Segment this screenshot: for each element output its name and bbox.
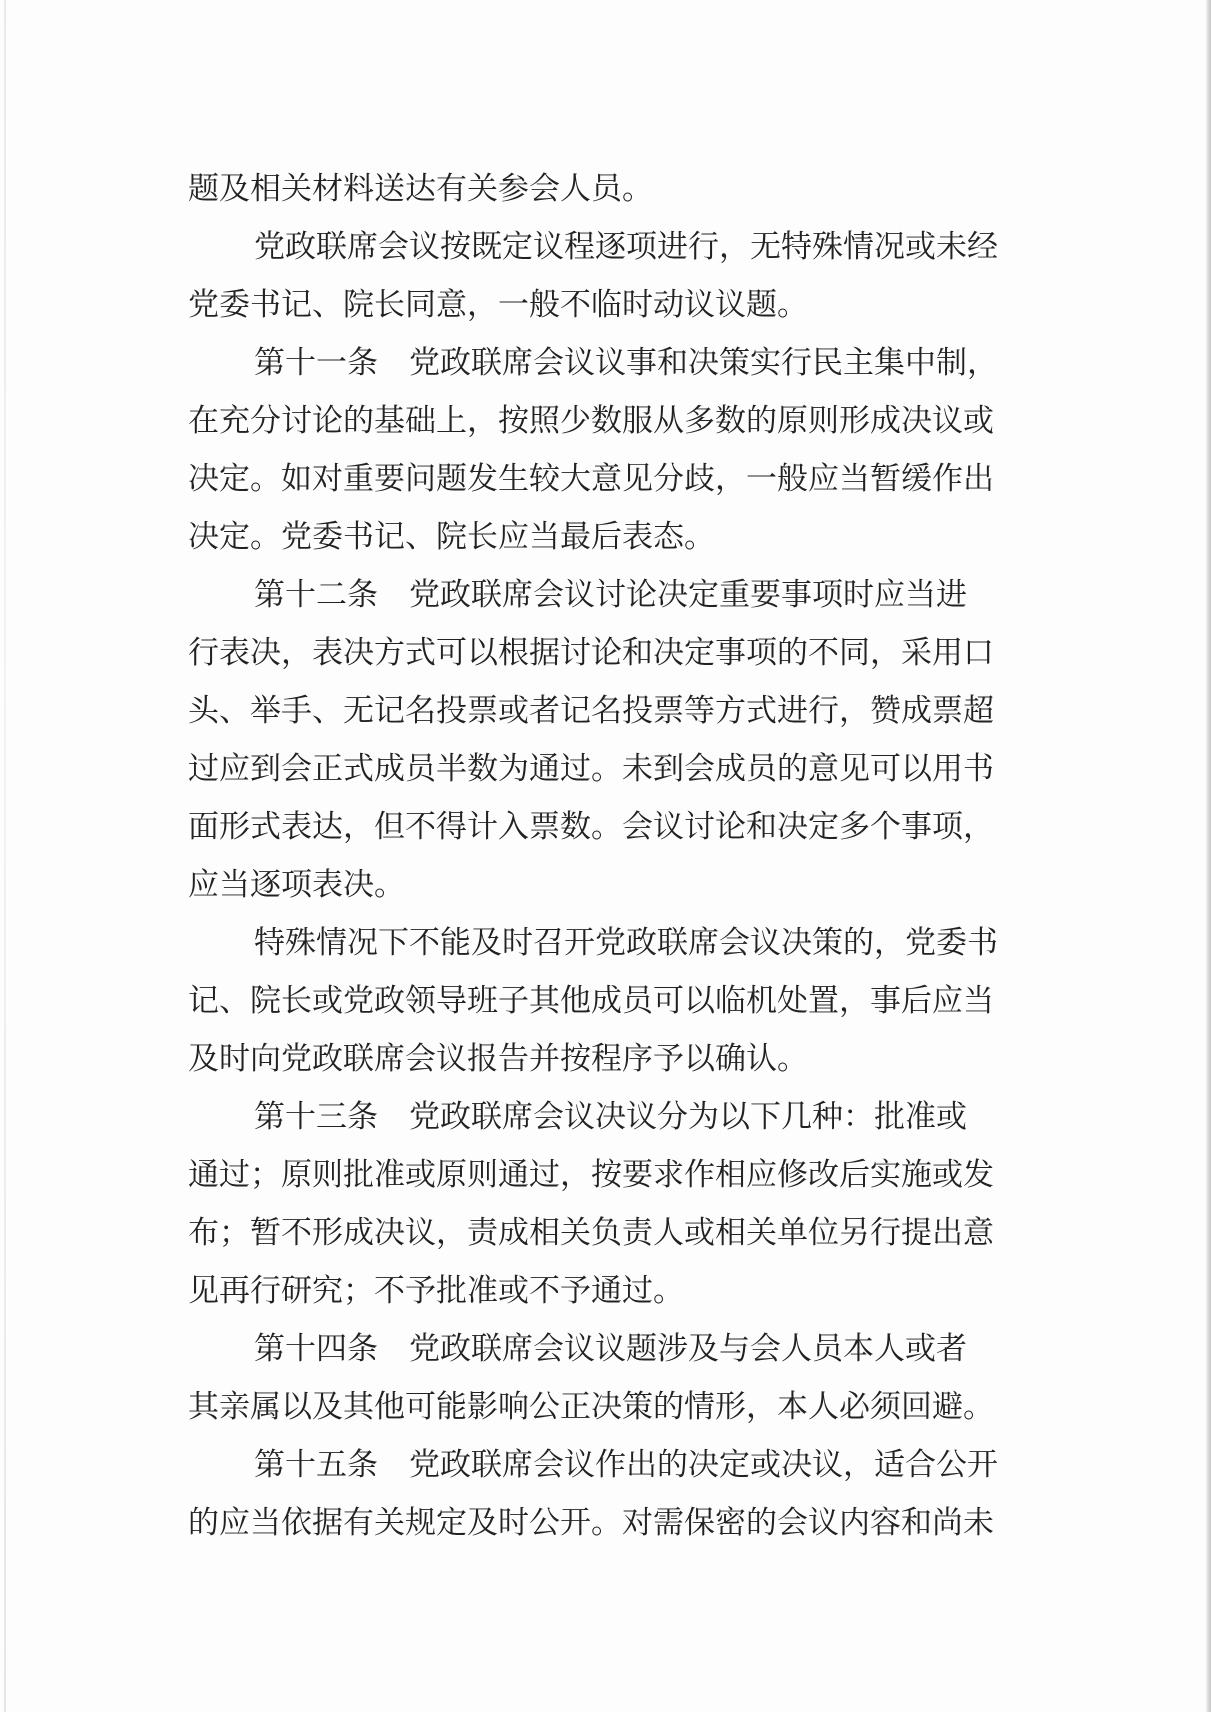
text-line: 决定。如对重要问题发生较大意见分歧，一般应当暂缓作出 bbox=[188, 461, 994, 497]
article-14-line: 第十四条 党政联席会议议题涉及与会人员本人或者 bbox=[254, 1331, 967, 1367]
article-15-line: 第十五条 党政联席会议作出的决定或决议，适合公开 bbox=[254, 1447, 998, 1483]
text-line: 特殊情况下不能及时召开党政联席会议决策的，党委书 bbox=[254, 925, 998, 961]
text-line: 行表决，表决方式可以根据讨论和决定事项的不同，采用口 bbox=[188, 635, 994, 671]
text-line: 党委书记、院长同意，一般不临时动议议题。 bbox=[188, 287, 808, 323]
document-body bbox=[188, 160, 1060, 1552]
text-line: 决定。党委书记、院长应当最后表态。 bbox=[188, 519, 715, 555]
scan-edge-right bbox=[1205, 0, 1211, 1712]
text-line: 面形式表达，但不得计入票数。会议讨论和决定多个事项， bbox=[188, 809, 994, 845]
text-line: 应当逐项表决。 bbox=[188, 867, 405, 903]
article-12-line: 第十二条 党政联席会议讨论决定重要事项时应当进 bbox=[254, 577, 967, 613]
article-13-line: 第十三条 党政联席会议决议分为以下几种：批准或 bbox=[254, 1099, 967, 1135]
text-line: 党政联席会议按既定议程逐项进行，无特殊情况或未经 bbox=[254, 229, 998, 265]
text-line: 及时向党政联席会议报告并按程序予以确认。 bbox=[188, 1041, 808, 1077]
text-line: 头、举手、无记名投票或者记名投票等方式进行，赞成票超 bbox=[188, 693, 994, 729]
article-11-line: 第十一条 党政联席会议议事和决策实行民主集中制， bbox=[254, 345, 998, 381]
text-line: 布；暂不形成决议，责成相关负责人或相关单位另行提出意 bbox=[188, 1215, 994, 1251]
text-line: 在充分讨论的基础上，按照少数服从多数的原则形成决议或 bbox=[188, 403, 994, 439]
text-line: 过应到会正式成员半数为通过。未到会成员的意见可以用书 bbox=[188, 751, 994, 787]
text-line: 其亲属以及其他可能影响公正决策的情形，本人必须回避。 bbox=[188, 1389, 994, 1425]
text-line: 记、院长或党政领导班子其他成员可以临机处置，事后应当 bbox=[188, 983, 994, 1019]
scan-edge-left bbox=[4, 0, 6, 1712]
text-line: 见再行研究；不予批准或不予通过。 bbox=[188, 1273, 684, 1309]
text-line: 通过；原则批准或原则通过，按要求作相应修改后实施或发 bbox=[188, 1157, 994, 1193]
text-line: 的应当依据有关规定及时公开。对需保密的会议内容和尚未 bbox=[188, 1505, 994, 1541]
text-line: 题及相关材料送达有关参会人员。 bbox=[188, 171, 653, 207]
